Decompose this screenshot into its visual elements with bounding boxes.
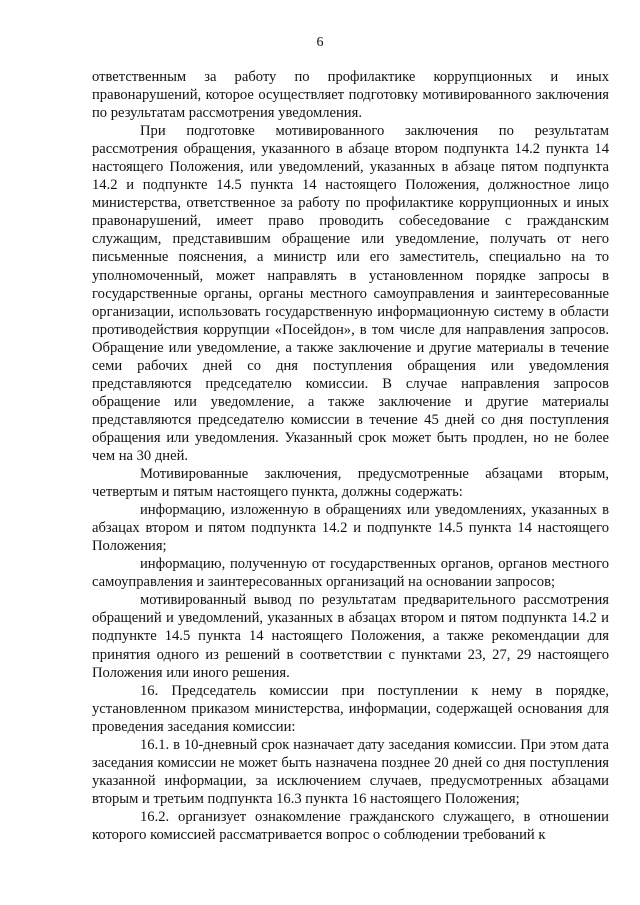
paragraph: Мотивированные заключения, предусмотренные абзацами вторым, четвертым и пятым настоящего пункта, должны содержать: bbox=[92, 466, 609, 501]
page-number: 6 bbox=[316, 35, 324, 50]
paragraph: информацию, полученную от государственных органов, органов местного самоуправления и заинтересованных организаций на основании запросов; bbox=[92, 556, 609, 591]
paragraph: При подготовке мотивированного заключения по результатам рассмотрения обращения, указанного в абзаце втором подпункта 14.2 пункта 14 настоящего Положения, или уведомлений, указанных в абзаце пятом подпункта 14.2 и подпункте 14.5 пункта 14 настоящего Положения, должностное лицо министерства, ответственное за работу по профилактике коррупционных и иных правонарушений, имеет право проводить собеседование с гражданским служащим, представившим обращение или уведомление, получать от него письменные пояснения, а министр или его заместитель, специально на то уполномоченный, может направлять в установленном порядке запросы в государственные органы, органы местного самоуправления и заинтересованные организации, использовать государственную информационную систему в области противодействия коррупции «Посейдон», в том числе для направления запросов. Обращение или уведомление, а также заключение и другие материалы в течение семи рабочих дней со дня поступления обращения или уведомления представляются председателю комиссии. В случае направления запросов обращение или уведомление, а также заключение и другие материалы представляются председателю комиссии в течение 45 дней со дня поступления обращения или уведомления. Указанный срок может быть продлен, но не более чем на 30 дней. bbox=[92, 123, 609, 464]
paragraph: 16. Председатель комиссии при поступлении к нему в порядке, установленном приказом министерства, информации, содержащей основания для проведения заседания комиссии: bbox=[92, 682, 609, 735]
paragraph: 16.1. в 10-дневный срок назначает дату заседания комиссии. При этом дата заседания комиссии не может быть назначена позднее 20 дней со дня поступления указанной информации, за исключением случаев, предусмотренных абзацами вторым и третьим подпункта 16.3 пункта 16 настоящего Положения; bbox=[92, 736, 609, 807]
paragraph: 16.2. организует ознакомление гражданского служащего, в отношении которого комиссией рассматривается вопрос о соблюдении требований к bbox=[92, 808, 609, 843]
paragraph: информацию, изложенную в обращениях или уведомлениях, указанных в абзацах втором и пятом подпункта 14.2 и подпункте 14.5 пункта 14 настоящего Положения; bbox=[92, 502, 609, 555]
document-body bbox=[92, 68, 609, 844]
paragraph: мотивированный вывод по результатам предварительного рассмотрения обращений и уведомлений, указанных в абзацах втором и пятом подпункта 14.2 и подпункте 14.5 пункта 14 настоящего Положения, а также рекомендации для принятия одного из решений в соответствии с пунктами 23, 27, 29 настоящего Положения или иного решения. bbox=[92, 592, 609, 681]
paragraph: ответственным за работу по профилактике коррупционных и иных правонарушений, которое осуществляет подготовку мотивированного заключения по результатам рассмотрения уведомления. bbox=[92, 69, 609, 122]
